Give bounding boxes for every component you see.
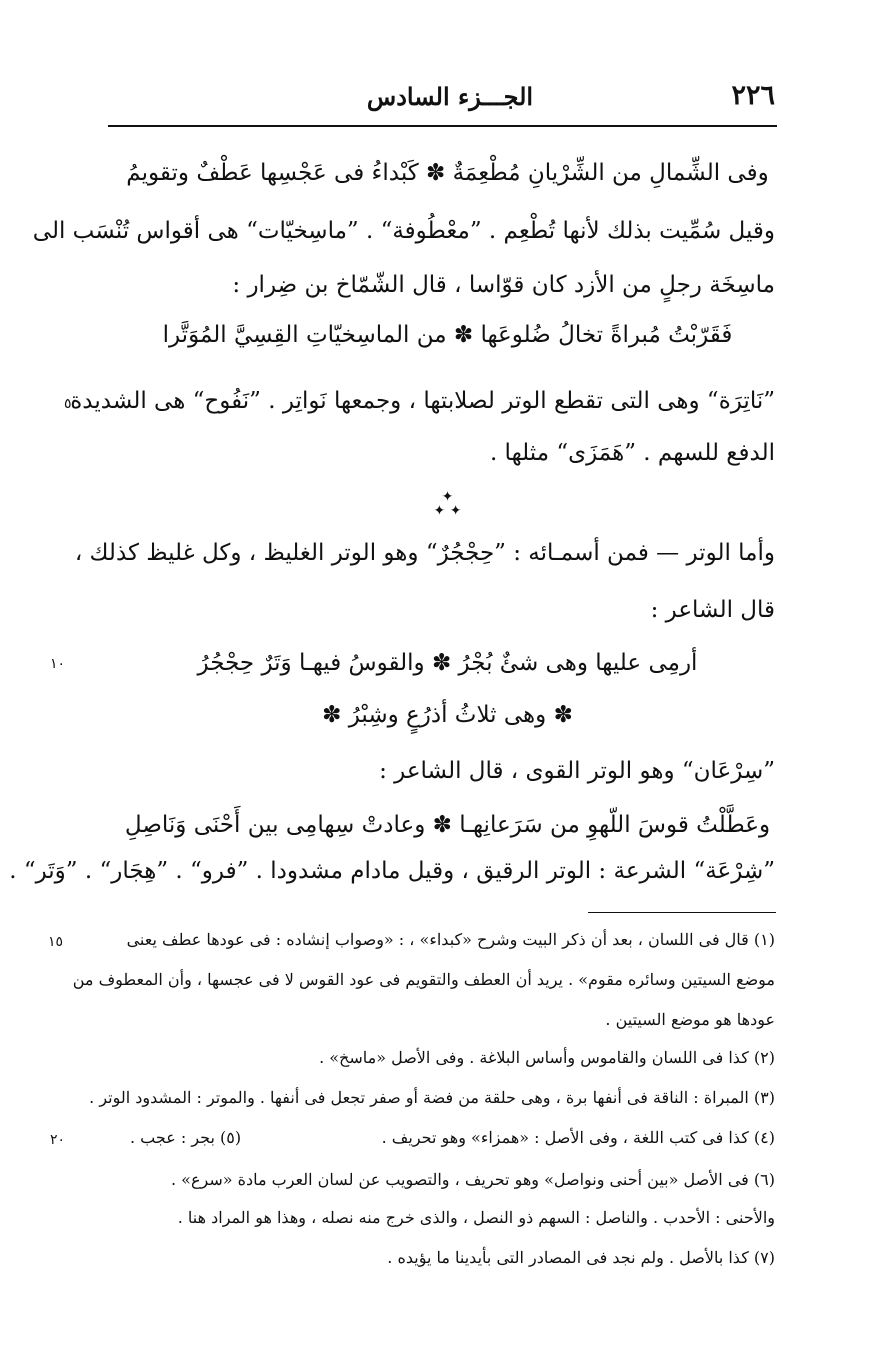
footnote-4: (٤) كذا فى كتب اللغة ، وفى الأصل : «همزاء» وهو تحريف .	[381, 1128, 775, 1147]
margin-number-15: ١٥	[48, 934, 64, 950]
text-line-5: وأما الوتر — فمن أسمـائه : ”حِجْجُرٌ“ وهو الوتر الغليظ ، وكل غليظ كذلك ،	[74, 540, 775, 566]
footnote-1-line-2: موضع السيتين وسائره مقوم» . يريد أن العطف والتقويم فى عود القوس لا فى عجسها ، وأن المعطوف من	[72, 970, 775, 989]
footnote-2: (٢) كذا فى اللسان والقاموس وأساس البلاغة . وفى الأصل «ماسخ» .	[319, 1048, 775, 1067]
page-number: ٢٢٦	[731, 80, 775, 111]
verse-2: فَقَرّبْتُ مُبراةً تخالُ ضُلوعَها ✽ من الماسِخيّاتِ القِسِيَّ المُوَتَّرا	[162, 322, 733, 348]
margin-number-20: ٢٠	[50, 1132, 66, 1148]
verse-1: وفى الشِّمالِ من الشِّرْيانِ مُطْعِمَةٌ ✽ كَبْداءُ فى عَجْسِها عَطْفٌ وتقويمُ	[126, 160, 769, 186]
text-line-2: ماسِخَة رجلٍ من الأزد كان قوّاسا ، قال الشّمّاخ بن ضِرار :	[232, 272, 775, 298]
footnote-5: (٥) بجر : عجب .	[130, 1128, 242, 1147]
footnote-1-line-3: عودها هو موضع السيتين .	[605, 1010, 775, 1029]
verse-5: وعَطَّلْتُ قوسَ اللّهوِ من سَرَعانِهـا ✽ وعادتْ سِهامِى بين أَحْنَى وَنَاصِلِ	[124, 812, 771, 838]
page-header	[110, 80, 775, 122]
text-line-6: قال الشاعر :	[650, 597, 775, 623]
verse-4: ✽ وهى ثلاثُ أذرُعٍ وشِبْرُ ✽	[322, 702, 573, 728]
footnote-6-line-2: والأحنى : الأحدب . والناصل : السهم ذو النصل ، والذى خرج منه نصله ، وهذا هو المراد هنا .	[177, 1208, 775, 1227]
margin-number-10: ١٠	[50, 656, 66, 672]
footnote-1-line-1: (١) قال فى اللسان ، بعد أن ذكر البيت وشرح «كبداء» ، : «وصواب إنشاده : فى عودها عطف يعنى	[126, 930, 775, 949]
footnote-6-line-1: (٦) فى الأصل «بين أحنى ونواصل» وهو تحريف ، والتصويب عن لسان العرب مادة «سرع» .	[171, 1170, 775, 1189]
text-line-8: ”شِرْعَة“ الشرعة : الوتر الرقيق ، وقيل مادام مشدودا . ”فرو“ . ”هِجَار“ . ”وَتَر“ .	[9, 858, 775, 884]
verse-3: أرمِى عليها وهى شئٌ بُجْرُ ✽ والقوسُ فيهـا وَتَرٌ حِجْجُرُ	[197, 650, 698, 676]
margin-number-5: ٥	[64, 396, 72, 412]
section-ornament: ✦ ✦ ✦	[433, 489, 462, 519]
text-line-3: ”نَاتِرَة“ وهى التى تقطع الوتر لصلابتها ، وجمعها نَواتِر . ”نَفُوح“ هى الشديدة	[70, 388, 775, 414]
text-line-1: وقيل سُمِّيت بذلك لأنها تُطْعِم . ”معْطُوفة“ . ”ماسِخيّات“ هى أقواس تُنْسَب الى	[32, 218, 775, 244]
footnote-3: (٣) المبراة : الناقة فى أنفها برة ، وهى حلقة من فضة أو صفر تجعل فى أنفها . والموتر : المشدود الوتر .	[89, 1088, 775, 1107]
header-rule	[108, 125, 777, 127]
footnote-rule	[588, 912, 776, 913]
running-title: الجـــزء السادس	[366, 82, 534, 111]
text-line-7: ”سِرْعَان“ وهو الوتر القوى ، قال الشاعر :	[379, 758, 775, 784]
text-line-4: الدفع للسهم . ”هَمَزَى“ مثلها .	[489, 440, 775, 466]
footnote-7: (٧) كذا بالأصل . ولم نجد فى المصادر التى بأيدينا ما يؤيده .	[387, 1248, 775, 1267]
